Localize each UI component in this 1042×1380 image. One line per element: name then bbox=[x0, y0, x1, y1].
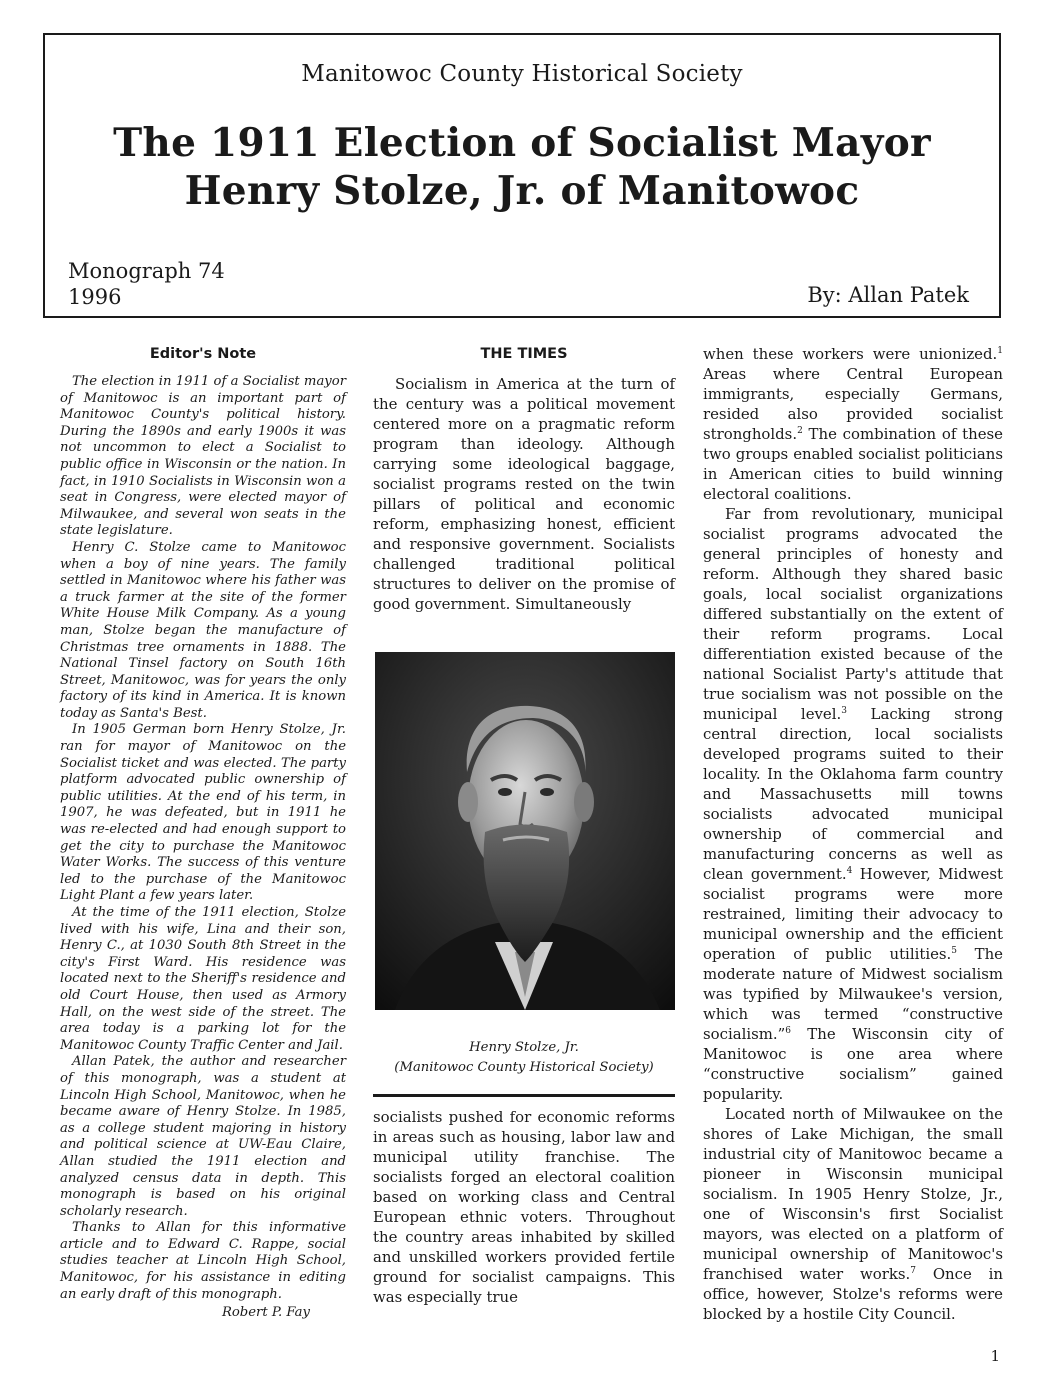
page-number: 1 bbox=[990, 1347, 1000, 1365]
footnote-ref: 7 bbox=[910, 1266, 916, 1277]
caption-line-2: (Manitowoc County Historical Society) bbox=[394, 1060, 654, 1075]
byline: By: Allan Patek bbox=[807, 283, 969, 307]
text-run: Located north of Milwaukee on the shores of Lake Michigan, the small industrial city of Manitowoc became a pioneer in Wisconsin municipal socialism. In 1905 Henry Stolze, Jr., one of Wisconsin's first Socialist mayors, was elected on a platform of municipal ownership of Manitowoc's franchised water works. bbox=[703, 1105, 1003, 1283]
footnote-ref: 1 bbox=[997, 346, 1003, 357]
portrait-photo bbox=[375, 652, 675, 1010]
photo-caption bbox=[373, 1038, 675, 1078]
the-times-heading: THE TIMES bbox=[480, 346, 568, 362]
caption-line-1: Henry Stolze, Jr. bbox=[469, 1040, 579, 1055]
body-paragraph bbox=[703, 1104, 1003, 1324]
editors-note-paragraph: Allan Patek, the author and researcher of this monograph, was a student at Lincoln High School, Manitowoc, when he became aware of Henry Stolze. In 1985, as a college student majoring in history and political science at UW-Eau Claire, Allan studied the 1911 election and analyzed census data in depth. This monograph is based on his original scholarly research. bbox=[60, 1054, 346, 1219]
body-paragraph: Socialism in America at the turn of the century was a political movement centered more on a pragmatic reform program than ideology. Although carrying some ideological baggage, socialist programs rested on the twin pillars of political and economic reform, emphasizing honest, efficient and responsive government. Socialists challenged traditional political structures to deliver on the promise of good government. Simultaneously bbox=[373, 375, 675, 613]
text-run: Lacking strong central direction, local socialists developed programs suited to their locality. In the Oklahoma farm country and Massachusetts mill towns socialists advocated municipal ownership of commercial and manufacturing concerns as well as clean government. bbox=[703, 705, 1003, 883]
portrait-illustration bbox=[375, 652, 675, 1010]
text-run: when these workers were unionized. bbox=[703, 345, 998, 363]
text-run: The Wisconsin city of Manitowoc is one area where “constructive socialism” gained popularity. bbox=[703, 1025, 1003, 1103]
editors-note-heading: Editor's Note bbox=[149, 346, 257, 362]
page-title bbox=[45, 119, 999, 215]
society-name: Manitowoc County Historical Society bbox=[301, 61, 743, 87]
monograph-year: 1996 bbox=[68, 285, 122, 309]
text-run: The moderate nature of Midwest socialism was typified by Milwaukee's version, which was termed “constructive socialism.” bbox=[703, 945, 1003, 1043]
body-paragraph bbox=[703, 344, 1003, 504]
footnote-ref: 3 bbox=[841, 706, 847, 717]
monograph-info bbox=[68, 258, 225, 310]
the-times-column bbox=[373, 344, 675, 1307]
section-divider bbox=[373, 1094, 675, 1097]
footnote-ref: 6 bbox=[785, 1026, 791, 1037]
text-run: Once in office, however, Stolze's reforms were blocked by a hostile City Council. bbox=[703, 1265, 1003, 1323]
footnote-ref: 2 bbox=[797, 426, 803, 437]
text-run: Areas where Central European immigrants, especially Germans, resided also provided socialist strongholds. bbox=[703, 365, 1003, 443]
editors-note-paragraph: At the time of the 1911 election, Stolze lived with his wife, Lina and their son, Henry C., at 1030 South 8th Street in the city's First Ward. His residence was located next to the Sheriff's residence and old Court House, then used as Armory Hall, on the west side of the street. The area today is a parking lot for the Manitowoc County Traffic Center and Jail. bbox=[60, 905, 346, 1053]
header-box bbox=[43, 33, 1001, 318]
title-line-2: Henry Stolze, Jr. of Manitowoc bbox=[184, 168, 860, 214]
editors-note-paragraph: The election in 1911 of a Socialist mayor of Manitowoc is an important part of Manitowoc County's political history. During the 1890s and early 1900s it was not uncommon to elect a Socialist to public office in Wisconsin or the nation. In fact, in 1910 Socialists in Wisconsin won a seat in Congress, were elected mayor of Milwaukee, and several won seats in the state legislature. bbox=[60, 374, 346, 539]
body-paragraph: socialists pushed for economic reforms in areas such as housing, labor law and municipal utility franchise. The socialists forged an electoral coalition based on working class and Central European ethnic voters. Throughout the country areas inhabited by skilled and unskilled workers provided fertile ground for socialist campaigns. This was especially true bbox=[373, 1108, 675, 1306]
text-run: The combination of these two groups enabled socialist politicians in American cities to build winning electoral coalitions. bbox=[703, 425, 1003, 503]
monograph-number: Monograph 74 bbox=[68, 259, 225, 283]
editors-note-paragraph: In 1905 German born Henry Stolze, Jr. ran for mayor of Manitowoc on the Socialist ticket and was elected. The party platform advocated public ownership of public utilities. At the end of his term, in 1907, he was defeated, but in 1911 he was re-elected and had enough support to get the city to purchase the Manitowoc Water Works. The success of this venture led to the purchase of the Manitowoc Light Plant a few years later. bbox=[60, 722, 346, 904]
text-run: However, Midwest socialist programs were more restrained, limiting their advocacy to municipal ownership and the efficient operation of public utilities. bbox=[703, 865, 1003, 963]
editor-signature: Robert P. Fay bbox=[221, 1305, 310, 1321]
footnote-ref: 5 bbox=[951, 946, 958, 957]
editors-note-paragraph: Thanks to Allan for this informative article and to Edward C. Rappe, social studies teacher at Lincoln High School, Manitowoc, for his assistance in editing an early draft of this monograph. bbox=[60, 1220, 346, 1302]
footnote-ref: 4 bbox=[846, 866, 853, 877]
editors-note-column bbox=[60, 344, 346, 1322]
right-text-column bbox=[703, 344, 1003, 1324]
title-line-1: The 1911 Election of Socialist Mayor bbox=[113, 120, 931, 166]
body-paragraph bbox=[703, 504, 1003, 1104]
editors-note-paragraph: Henry C. Stolze came to Manitowoc when a boy of nine years. The family settled in Manitowoc where his father was a truck farmer at the site of the former White House Milk Company. As a young man, Stolze began the manufacture of Christmas tree ornaments in 1888. The National Tinsel factory on South 16th Street, Manitowoc, was for years the only factory of its kind in America. It is known today as Santa's Best. bbox=[60, 539, 346, 721]
text-run: Far from revolutionary, municipal socialist programs advocated the general principles of honesty and reform. Although they shared basic goals, local socialist organizations differed substantially on the extent of their reform programs. Local differentiation existed because of the national Socialist Party's attitude that true socialism was not possible on the municipal level. bbox=[703, 505, 1003, 723]
